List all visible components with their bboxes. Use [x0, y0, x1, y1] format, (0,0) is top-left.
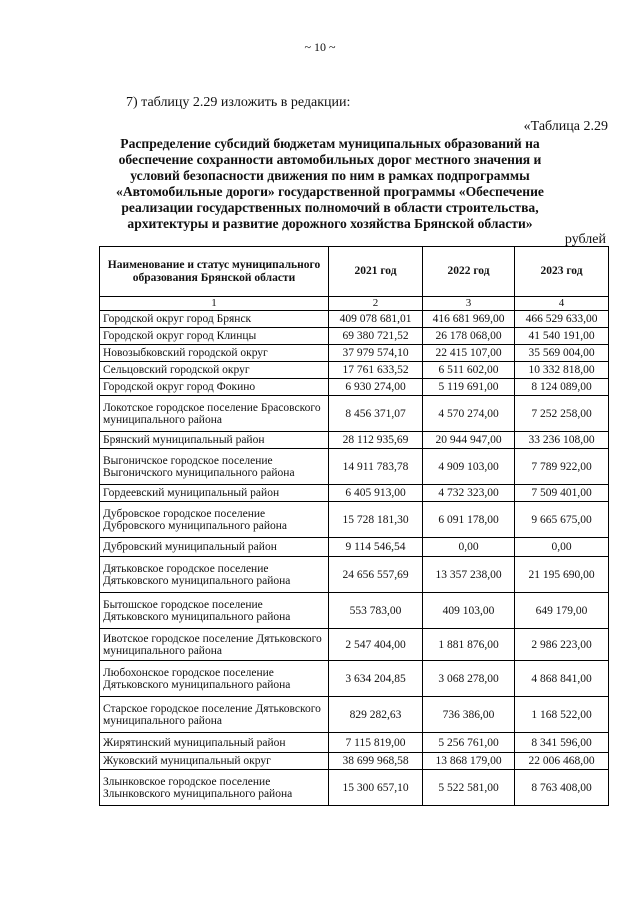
value-2023: 466 529 633,00 — [515, 311, 609, 328]
subsidy-table — [99, 246, 609, 806]
value-2023: 649 179,00 — [515, 593, 609, 629]
table-row — [100, 328, 609, 345]
value-2023: 8 124 089,00 — [515, 379, 609, 396]
value-2022: 5 119 691,00 — [423, 379, 515, 396]
municipality-name: Ивотское городское поселение Дятьковского муниципального района — [100, 629, 329, 661]
municipality-name: Жирятинский муниципальный район — [100, 733, 329, 753]
value-2021: 553 783,00 — [329, 593, 423, 629]
table-row — [100, 661, 609, 697]
value-2023: 35 569 004,00 — [515, 345, 609, 362]
value-2023: 7 789 922,00 — [515, 449, 609, 485]
unit-label: рублей — [564, 232, 606, 247]
value-2023: 8 341 596,00 — [515, 733, 609, 753]
municipality-name: Гордеевский муниципальный район — [100, 485, 329, 502]
municipality-name: Злынковское городское поселение Злынковского муниципального района — [100, 770, 329, 806]
municipality-name: Городской округ город Фокино — [100, 379, 329, 396]
municipality-name: Старское городское поселение Дятьковского муниципального района — [100, 697, 329, 733]
value-2021: 38 699 968,58 — [329, 753, 423, 770]
value-2022: 5 256 761,00 — [423, 733, 515, 753]
value-2022: 22 415 107,00 — [423, 345, 515, 362]
municipality-name: Дубровский муниципальный район — [100, 538, 329, 557]
table-row — [100, 379, 609, 396]
column-number: 1 — [100, 297, 329, 311]
value-2021: 829 282,63 — [329, 697, 423, 733]
municipality-name: Городской округ город Брянск — [100, 311, 329, 328]
municipality-name: Выгоничское городское поселение Выгоничского муниципального района — [100, 449, 329, 485]
page-number: ~ 10 ~ — [304, 40, 336, 54]
value-2022: 6 511 602,00 — [423, 362, 515, 379]
table-row — [100, 697, 609, 733]
table-row — [100, 432, 609, 449]
value-2022: 13 868 179,00 — [423, 753, 515, 770]
table-row — [100, 629, 609, 661]
intro-text: 7) таблицу 2.29 изложить в редакции: — [126, 95, 351, 110]
value-2022: 4 909 103,00 — [423, 449, 515, 485]
header-name: Наименование и статус муниципального образования Брянской области — [100, 247, 329, 297]
value-2022: 4 732 323,00 — [423, 485, 515, 502]
table-row — [100, 449, 609, 485]
value-2023: 21 195 690,00 — [515, 557, 609, 593]
municipality-name: Городской округ город Клинцы — [100, 328, 329, 345]
value-2021: 3 634 204,85 — [329, 661, 423, 697]
value-2021: 37 979 574,10 — [329, 345, 423, 362]
municipality-name: Бытошское городское поселение Дятьковского муниципального района — [100, 593, 329, 629]
municipality-name: Брянский муниципальный район — [100, 432, 329, 449]
value-2021: 28 112 935,69 — [329, 432, 423, 449]
column-number: 2 — [329, 297, 423, 311]
value-2023: 41 540 191,00 — [515, 328, 609, 345]
value-2023: 9 665 675,00 — [515, 502, 609, 538]
value-2021: 6 405 913,00 — [329, 485, 423, 502]
value-2023: 10 332 818,00 — [515, 362, 609, 379]
value-2022: 6 091 178,00 — [423, 502, 515, 538]
table-row — [100, 593, 609, 629]
value-2021: 14 911 783,78 — [329, 449, 423, 485]
value-2022: 416 681 969,00 — [423, 311, 515, 328]
value-2022: 13 357 238,00 — [423, 557, 515, 593]
table-row — [100, 557, 609, 593]
value-2022: 4 570 274,00 — [423, 396, 515, 432]
table-row — [100, 502, 609, 538]
municipality-name: Дятьковское городское поселение Дятьковского муниципального района — [100, 557, 329, 593]
value-2021: 7 115 819,00 — [329, 733, 423, 753]
value-2023: 0,00 — [515, 538, 609, 557]
value-2021: 15 728 181,30 — [329, 502, 423, 538]
value-2022: 409 103,00 — [423, 593, 515, 629]
header-2023: 2023 год — [515, 247, 609, 297]
table-header-row — [100, 247, 609, 297]
value-2023: 33 236 108,00 — [515, 432, 609, 449]
value-2022: 26 178 068,00 — [423, 328, 515, 345]
municipality-name: Сельцовский городской округ — [100, 362, 329, 379]
value-2023: 8 763 408,00 — [515, 770, 609, 806]
table-row — [100, 770, 609, 806]
value-2022: 1 881 876,00 — [423, 629, 515, 661]
value-2023: 7 509 401,00 — [515, 485, 609, 502]
table-reference: «Таблица 2.29 — [523, 119, 608, 134]
value-2023: 22 006 468,00 — [515, 753, 609, 770]
table-row — [100, 362, 609, 379]
value-2021: 15 300 657,10 — [329, 770, 423, 806]
value-2021: 6 930 274,00 — [329, 379, 423, 396]
column-number: 3 — [423, 297, 515, 311]
table-row — [100, 733, 609, 753]
column-number-row — [100, 297, 609, 311]
table-row — [100, 396, 609, 432]
municipality-name: Жуковский муниципальный округ — [100, 753, 329, 770]
value-2021: 9 114 546,54 — [329, 538, 423, 557]
value-2021: 2 547 404,00 — [329, 629, 423, 661]
value-2022: 20 944 947,00 — [423, 432, 515, 449]
table-row — [100, 311, 609, 328]
header-2022: 2022 год — [423, 247, 515, 297]
table-row — [100, 485, 609, 502]
table-title: Распределение субсидий бюджетам муниципальных образований на обеспечение сохранности автомобильных дорог местного значения и условий безопасности движения по ним в рамках подпрограммы «Автомобильные дороги» государственной программы «Обеспечение реализации государственных полномочий в области строительства, архитектуры и развитие дорожного хозяйства Брянской области» — [116, 136, 544, 231]
table-row — [100, 538, 609, 557]
value-2021: 69 380 721,52 — [329, 328, 423, 345]
column-number: 4 — [515, 297, 609, 311]
municipality-name: Любохонское городское поселение Дятьковского муниципального района — [100, 661, 329, 697]
value-2023: 7 252 258,00 — [515, 396, 609, 432]
municipality-name: Локотское городское поселение Брасовского муниципального района — [100, 396, 329, 432]
value-2023: 4 868 841,00 — [515, 661, 609, 697]
municipality-name: Дубровское городское поселение Дубровского муниципального района — [100, 502, 329, 538]
value-2021: 409 078 681,01 — [329, 311, 423, 328]
header-2021: 2021 год — [329, 247, 423, 297]
value-2023: 1 168 522,00 — [515, 697, 609, 733]
value-2021: 8 456 371,07 — [329, 396, 423, 432]
value-2022: 5 522 581,00 — [423, 770, 515, 806]
value-2021: 17 761 633,52 — [329, 362, 423, 379]
table-row — [100, 345, 609, 362]
value-2021: 24 656 557,69 — [329, 557, 423, 593]
municipality-name: Новозыбковский городской округ — [100, 345, 329, 362]
value-2022: 0,00 — [423, 538, 515, 557]
value-2023: 2 986 223,00 — [515, 629, 609, 661]
value-2022: 736 386,00 — [423, 697, 515, 733]
value-2022: 3 068 278,00 — [423, 661, 515, 697]
table-row — [100, 753, 609, 770]
